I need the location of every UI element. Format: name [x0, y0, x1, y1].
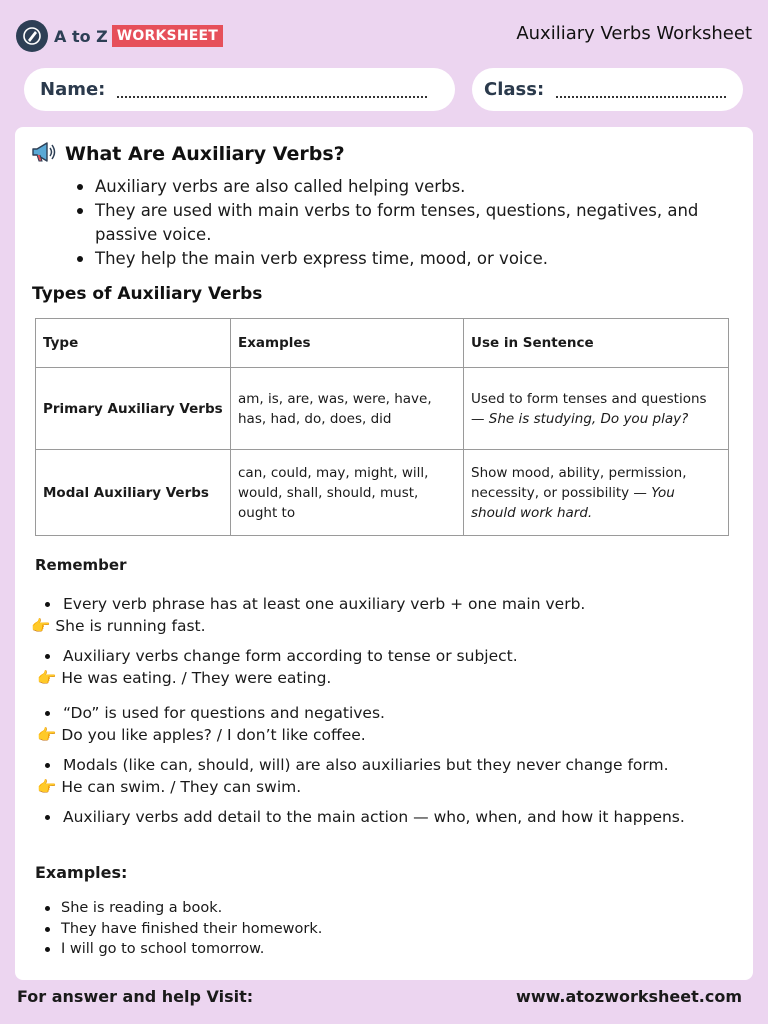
bullet-dot — [45, 815, 50, 820]
footer-help-text: For answer and help Visit: — [17, 987, 254, 1006]
examples-list — [45, 898, 322, 960]
use-example: You should work hard. — [471, 484, 675, 521]
table-cell-use — [464, 368, 729, 450]
table-cell-type: Primary Auxiliary Verbs — [36, 368, 231, 450]
worksheet-card — [15, 127, 753, 980]
intro-list — [73, 175, 733, 271]
intro-point: They are used with main verbs to form tenses, questions, negatives, and passive voice. — [73, 199, 733, 247]
remember-point: Auxiliary verbs change form according to tense or subject. — [63, 647, 518, 665]
remember-example: Do you like apples? / I don’t like coffee. — [61, 726, 366, 744]
intro-point: They help the main verb express time, mood, or voice. — [73, 247, 733, 271]
remember-item — [31, 702, 385, 746]
page-title: Auxiliary Verbs Worksheet — [516, 23, 752, 44]
table-cell-type: Modal Auxiliary Verbs — [36, 450, 231, 536]
table-header-examples: Examples — [231, 319, 464, 368]
table-header-row — [36, 319, 729, 368]
pointing-hand-icon: 👉 — [37, 726, 57, 744]
use-text: Used to form tenses and questions — — [471, 390, 707, 427]
footer-website-link[interactable]: www.atozworksheet.com — [516, 987, 742, 1006]
page-header — [0, 0, 768, 68]
logo-badge: WORKSHEET — [112, 25, 223, 47]
remember-point: Auxiliary verbs add detail to the main action — who, when, and how it happens. — [63, 808, 685, 826]
remember-example: She is running fast. — [55, 617, 206, 635]
class-blank-line[interactable] — [556, 96, 726, 98]
types-table — [35, 318, 729, 536]
table-row — [36, 450, 729, 536]
class-label: Class: — [484, 79, 545, 100]
bullet-dot — [45, 602, 50, 607]
pointing-hand-icon: 👉 — [37, 778, 57, 796]
name-field[interactable] — [24, 68, 455, 111]
pointing-hand-icon: 👉 — [31, 617, 51, 635]
remember-point: Every verb phrase has at least one auxiliary verb + one main verb. — [63, 595, 586, 613]
pencil-icon — [16, 20, 48, 52]
megaphone-icon — [31, 141, 57, 167]
intro-heading — [31, 141, 345, 167]
use-text: Show mood, ability, permission, necessity, or possibility — — [471, 464, 687, 501]
bullet-dot — [45, 763, 50, 768]
remember-example: He was eating. / They were eating. — [61, 669, 332, 687]
list-item: They have finished their homework. — [45, 919, 322, 940]
logo-text: A to Z — [54, 26, 108, 46]
table-header-type: Type — [36, 319, 231, 368]
remember-title: Remember — [35, 556, 127, 574]
pointing-hand-icon: 👉 — [37, 669, 57, 687]
remember-item — [31, 754, 669, 798]
types-title: Types of Auxiliary Verbs — [32, 284, 263, 304]
name-blank-line[interactable] — [117, 96, 427, 98]
intro-point: Auxiliary verbs are also called helping verbs. — [73, 175, 733, 199]
list-item: I will go to school tomorrow. — [45, 939, 322, 960]
remember-point: “Do” is used for questions and negatives. — [63, 704, 385, 722]
name-label: Name: — [40, 79, 106, 100]
table-cell-use — [464, 450, 729, 536]
table-header-use: Use in Sentence — [464, 319, 729, 368]
remember-point: Modals (like can, should, will) are also auxiliaries but they never change form. — [63, 756, 669, 774]
remember-item — [31, 645, 518, 689]
table-row — [36, 368, 729, 450]
remember-example: He can swim. / They can swim. — [61, 778, 302, 796]
use-example: She is studying, Do you play? — [488, 410, 689, 427]
bullet-dot — [45, 711, 50, 716]
intro-title: What Are Auxiliary Verbs? — [65, 143, 345, 165]
table-cell-examples: can, could, may, might, will, would, shall, should, must, ought to — [231, 450, 464, 536]
class-field[interactable] — [472, 68, 743, 111]
remember-item — [31, 593, 585, 637]
site-logo[interactable] — [16, 20, 223, 52]
table-cell-examples: am, is, are, was, were, have, has, had, do, does, did — [231, 368, 464, 450]
examples-title: Examples: — [35, 863, 128, 882]
remember-item — [31, 806, 685, 828]
list-item: She is reading a book. — [45, 898, 322, 919]
bullet-dot — [45, 654, 50, 659]
